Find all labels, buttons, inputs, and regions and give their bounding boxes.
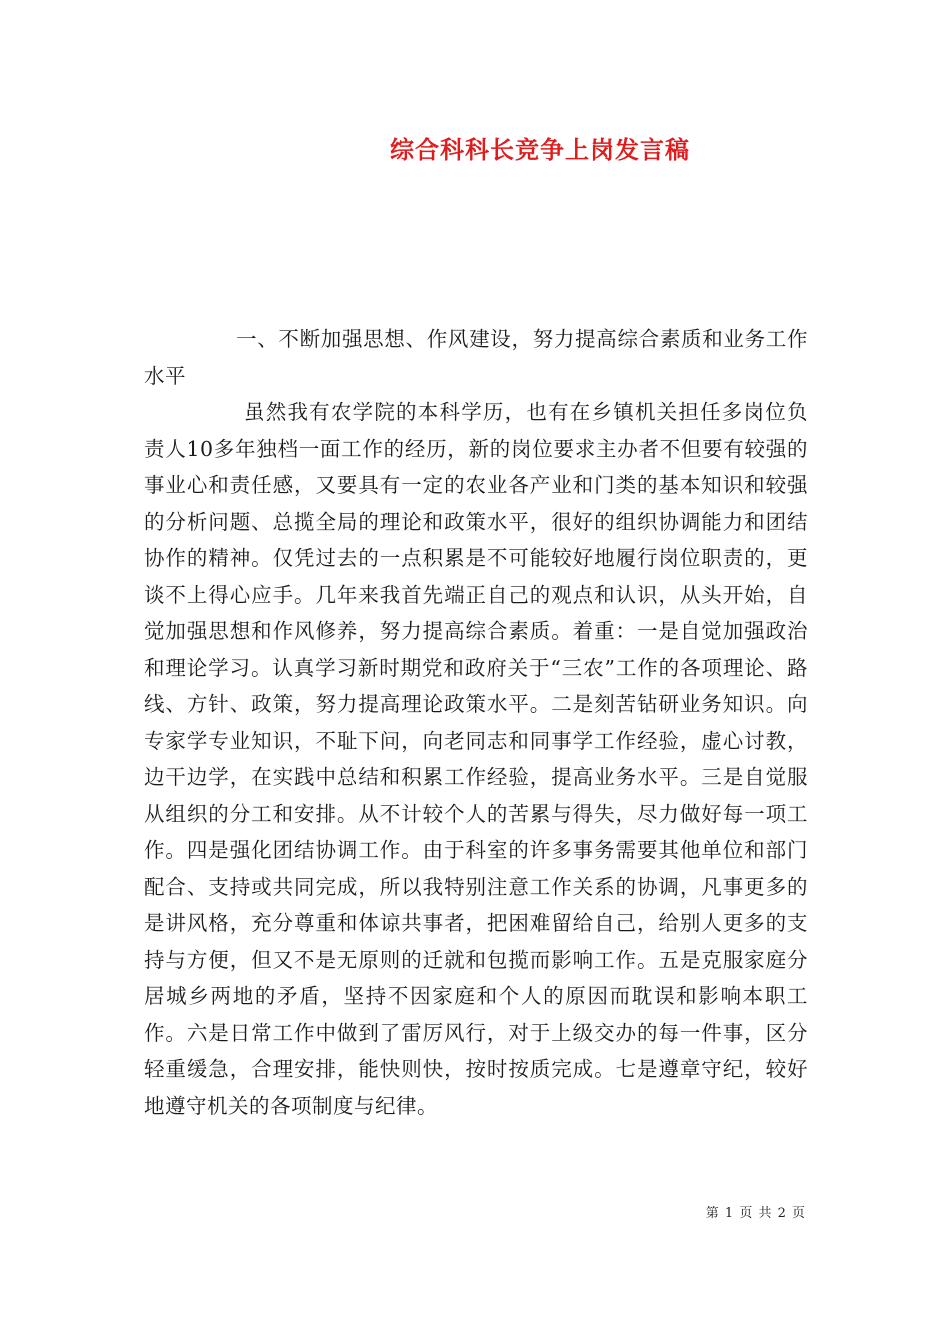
- document-body: [144, 321, 808, 1124]
- body-paragraph: 虽然我有农学院的本科学历，也有在乡镇机关担任多岗位负责人10多年独档一面工作的经历，新的岗位要求主办者不但要有较强的事业心和责任感，又要具有一定的农业各产业和门类的基本知识和较强的分析问题、总揽全局的理论和政策水平，很好的组织协调能力和团结协作的精神。仅凭过去的一点积累是不可能较好地履行岗位职责的，更谈不上得心应手。几年来我首先端正自己的观点和认识，从头开始，自觉加强思想和作风修养，努力提高综合素质。着重：一是自觉加强政治和理论学习。认真学习新时期党和政府关于“三农”工作的各项理论、路线、方针、政策，努力提高理论政策水平。二是刻苦钻研业务知识。向专家学专业知识，不耻下问，向老同志和同事学工作经验，虚心讨教，边干边学，在实践中总结和积累工作经验，提高业务水平。三是自觉服从组织的分工和安排。从不计较个人的苦累与得失，尽力做好每一项工作。四是强化团结协调工作。由于科室的许多事务需要其他单位和部门配合、支持或共同完成，所以我特别注意工作关系的协调，凡事更多的是讲风格，充分尊重和体谅共事者，把困难留给自己，给别人更多的支持与方便，但又不是无原则的迁就和包揽而影响工作。五是克服家庭分居城乡两地的矛盾，坚持不因家庭和个人的原因而耽误和影响本职工作。六是日常工作中做到了雷厉风行，对于上级交办的每一件事，区分轻重缓急，合理安排，能快则快，按时按质完成。七是遵章守纪，较好地遵守机关的各项制度与纪律。: [144, 400, 808, 1118]
- document-title: 综合科科长竞争上岗发言稿: [390, 135, 690, 164]
- page-footer: 第 1 页 共 2 页: [705, 1206, 806, 1221]
- section-heading: 一、不断加强思想、作风建设，努力提高综合素质和业务工作水平: [144, 327, 808, 388]
